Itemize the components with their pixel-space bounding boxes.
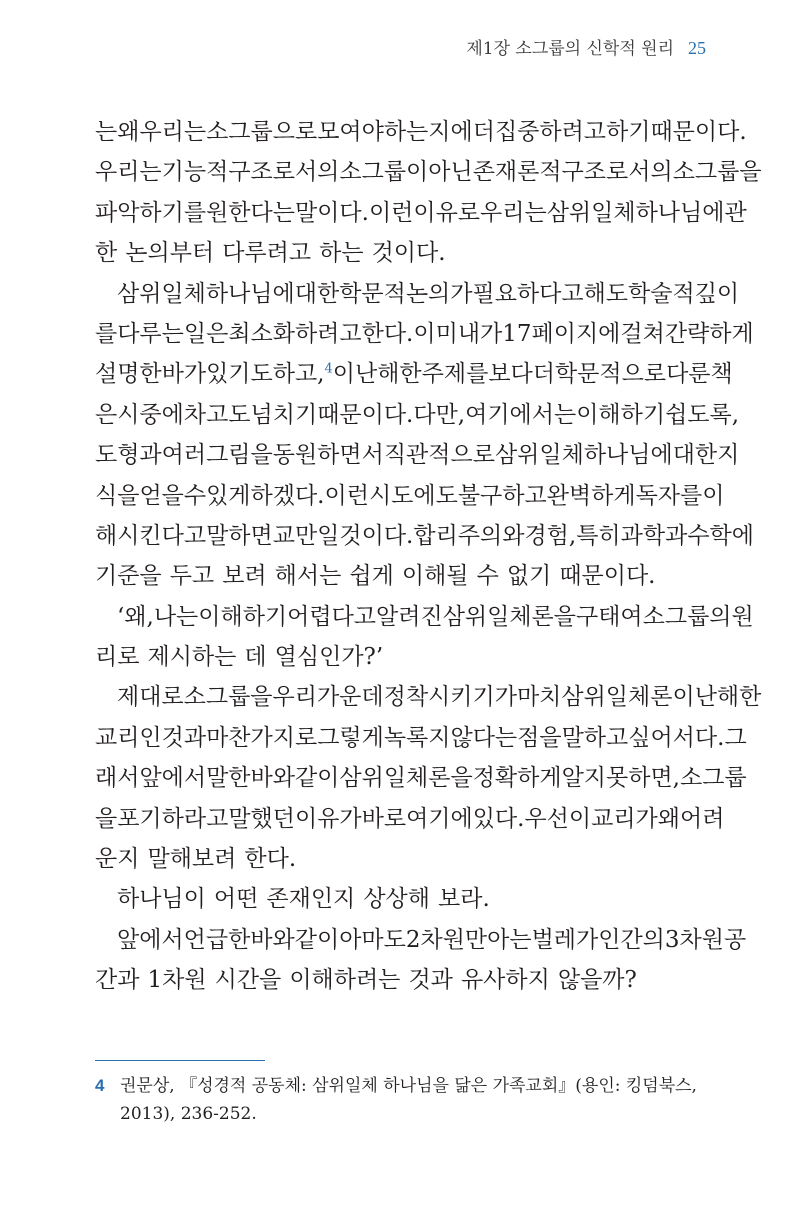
word: 나는 [153,603,199,630]
word: 두고 [169,563,215,590]
word: 하나님에 [205,280,295,307]
word: 더 [532,361,555,388]
word: 파악하기를 [95,199,207,226]
text-line [95,233,707,273]
word: 을 [95,805,118,832]
word: 이 [332,361,355,388]
word: 열심인가?’ [274,644,384,671]
word: 특히 [576,522,621,549]
word: 공 [723,926,747,953]
word: 바와 [250,926,295,953]
word: 래서 [95,765,140,792]
word: 수 [476,563,499,590]
word: 리로 [95,644,140,671]
word: 난해한 [694,684,762,711]
word: 일은 [183,320,229,347]
word: 정확하게 [472,765,562,792]
word: 이유가 [294,805,362,832]
text-line [95,960,707,1000]
word: 소그룹을 [183,684,273,711]
word: 소그룹의 [642,603,732,630]
word: 보려 [222,563,267,590]
word: 필요하다고 [472,280,584,307]
word: 관 [724,199,747,226]
word: 소그룹을 [672,159,762,186]
word: 싶어서다. [628,724,725,751]
word: 아닌 [428,159,473,186]
word: 것이다. [371,240,446,267]
word: 포기하라고 [117,805,229,832]
word: 구태여 [576,603,643,630]
word: 2차원만 [405,926,488,953]
word: 것이다. [339,522,414,549]
word: 합리주의와 [413,522,525,549]
word: 더 [472,119,495,145]
word: 원한다는 [206,199,295,226]
word: 학술적 [628,280,695,307]
word: 못하면, [606,765,680,792]
text-line [95,476,725,516]
word: 얻을 [139,482,184,509]
word: 쉽게 [349,563,394,590]
word: 해시킨다고 [95,522,207,549]
word: 있다. [472,805,525,832]
word: 하나님에 [635,199,725,226]
word: 하겠다. [250,482,325,509]
word: 데 [244,644,267,671]
word: 왜 [117,119,140,145]
word: 불구하고 [457,482,547,509]
word: 녹록지 [383,724,451,751]
text-line [95,920,747,960]
word: 은 [95,401,118,428]
word: 하는 [319,240,364,267]
footnote-number: 4 [95,1076,105,1095]
word: 것과 [408,967,453,994]
word: 해도 [583,280,629,307]
text-line [95,354,733,394]
word: 하는지에 [383,119,473,145]
word: 그림을 [206,442,273,469]
text-line [95,677,762,717]
word: 보라. [438,886,490,913]
body-text [95,112,762,1001]
text-line [95,637,707,677]
word: 3차원 [664,926,724,953]
word: 내가 [457,320,503,347]
word: 이해하려는 [289,967,401,994]
word: 한 [95,240,118,267]
word: 넘치기 [250,401,318,428]
word: 있기도 [206,361,273,388]
word: 간략하게 [664,320,754,347]
word: 걸쳐 [620,320,665,347]
word: 여기에서는 [465,401,577,428]
text-line [95,879,707,919]
word: 원 [731,603,754,630]
word: 제시하는 [147,644,237,671]
word: 말이다. [294,199,369,226]
word: 않을까? [557,967,637,994]
word: 소그룹으로 [206,119,318,145]
word: 그렇게 [317,724,384,751]
word: 말하고 [561,724,629,751]
word: 는 [95,119,118,145]
word: 다루는 [117,320,184,347]
word: 소그룹이 [339,159,429,186]
word: 독자를 [635,482,703,509]
footnote-text: 권문상, 『성경적 공동체: 삼위일체 하나님을 닮은 가족교회』(용인: 킹덤북스, 2013), 236-252. [120,1076,697,1124]
word: 같이 [294,926,340,953]
word: 언급한 [183,926,251,953]
word: 교리가 [591,805,658,832]
word: 있게 [206,482,251,509]
word: 이해하기 [198,603,288,630]
word: 정착시키기가 [383,684,517,711]
text-line [95,152,762,192]
word: 식을 [95,482,140,509]
word: 아마도 [339,926,406,953]
text-line [95,556,707,596]
word: 다룬 [666,361,711,388]
word: 어떤 [213,886,259,913]
word: 삼위일체 [117,280,206,307]
word: 한다. [361,320,414,347]
word: 기능적 [161,159,229,186]
word: 최소화하려고 [228,320,362,347]
word: 때문이다. [317,401,414,428]
word: 마찬가지로 [206,724,318,751]
footnote-rule [95,1060,265,1061]
word: 삼위일체 [546,199,636,226]
word: 존재인지 [266,886,356,913]
word: 17페이지에 [502,320,621,347]
text-line [95,395,740,435]
word: 말한 [206,765,251,792]
word: 완벽하게 [546,482,636,509]
word: 하기 [606,119,651,145]
word: 아는 [487,926,532,953]
word: 를 [95,320,118,347]
footnote [95,1072,707,1128]
word: 어려 [680,805,725,832]
word: 삼위일체론을 [339,765,473,792]
text-line [95,193,747,233]
word: 말해보려 [147,846,237,873]
word: 설명한 [95,361,162,388]
word: 여러 [161,442,207,469]
word: 존재론적 [472,159,562,186]
word: 이 [568,805,592,832]
word: 가운데 [316,684,384,711]
word: 대한 [294,280,340,307]
text-line [95,314,754,354]
word: 마치 [516,684,562,711]
word: 때문이다. [650,119,747,145]
word: 수학에 [687,522,754,549]
word: 직관적으로 [383,442,495,469]
word: 운지 [95,846,140,873]
word: 바와 [250,765,295,792]
word: 수 [183,482,207,509]
text-line [95,758,747,798]
text-line [95,799,725,839]
word: 제대로 [117,684,184,711]
word: 왜 [657,805,680,832]
chapter-title: 제1장 소그룹의 신학적 원리 [466,39,674,59]
word: 우리 [272,684,317,711]
word: 과학과 [620,522,688,549]
text-line [95,274,740,314]
text-line [95,435,740,475]
word: 집중하려고 [494,119,607,145]
word: 주제를 [421,361,489,388]
page-number: 25 [688,38,706,58]
word: 우선 [524,805,569,832]
word: 구조로서의 [228,159,340,186]
word: 알지 [561,765,607,792]
word: 같이 [294,765,340,792]
word: 벌레가 [531,926,599,953]
word: 차고도 [183,401,251,428]
word: 논의가 [405,280,473,307]
word: 논의부터 [125,240,215,267]
word: 앞에서 [139,765,207,792]
word: 우리는 [480,199,547,226]
word: 시도에도 [368,482,458,509]
word: 이런 [368,199,414,226]
text-line [95,718,747,758]
word: 교만일 [272,522,340,549]
word: 인간의 [598,926,665,953]
word: 그 [724,724,747,751]
word: 우리는 [95,159,162,186]
word: 쉽도록, [665,401,740,428]
word: 삼위일체 [494,442,584,469]
text-line [95,112,747,152]
running-header [466,34,706,59]
word: 기준을 [95,563,162,590]
text-line [95,597,754,637]
word: 학문적 [339,280,406,307]
word: 이런 [324,482,369,509]
word: 대한 [672,442,718,469]
word: 앞에서 [117,926,184,953]
word: 해서는 [274,563,342,590]
word: 바가 [161,361,207,388]
word: 알려진 [376,603,443,630]
word: 다루려고 [222,240,312,267]
word: 책 [710,361,733,388]
word: 않다는 [450,724,518,751]
word: 여기에 [406,805,473,832]
word: 이해될 [401,563,469,590]
word: 동원하면서 [272,442,384,469]
word: 바로 [361,805,407,832]
word: 모여야 [317,119,384,145]
word: 소그룹 [680,765,747,792]
footnote-ref[interactable]: 4 [324,361,333,377]
word: 간과 [95,967,140,994]
word: ‘왜, [117,603,154,630]
word: 경험, [524,522,577,549]
word: 삼위일체론을 [442,603,576,630]
word: 깊이 [694,280,740,307]
word: 이미 [413,320,458,347]
word: 삼위일체론이 [561,684,695,711]
word: 어렵다고 [287,603,377,630]
word: 유사하지 [460,967,550,994]
word: 것과 [161,724,207,751]
word: 한다. [244,846,297,873]
word: 우리는 [139,119,207,145]
word: 말하면 [206,522,273,549]
word: 점을 [517,724,562,751]
word: 1차원 [147,967,207,994]
word: 이해하기 [576,401,666,428]
word: 학문적으로 [554,361,667,388]
word: 도형과 [95,442,162,469]
word: 시간을 [214,967,282,994]
word: 이유로 [413,199,481,226]
word: 하고,$^4$ [272,361,333,388]
word: 하나님이 [117,886,206,913]
word: 말했던 [228,805,295,832]
word: 교리인 [95,724,162,751]
word: 없기 [506,563,552,590]
word: 시중에 [117,401,184,428]
word: 난해한 [355,361,422,388]
word: 보다 [488,361,533,388]
text-line [95,839,707,879]
word: 구조로서의 [561,159,673,186]
word: 이 [702,482,725,509]
word: 지 [717,442,740,469]
word: 다만, [413,401,466,428]
word: 상상해 [363,886,430,913]
word: 때문이다. [559,563,656,590]
text-line [95,516,754,556]
word: 하나님에 [583,442,673,469]
